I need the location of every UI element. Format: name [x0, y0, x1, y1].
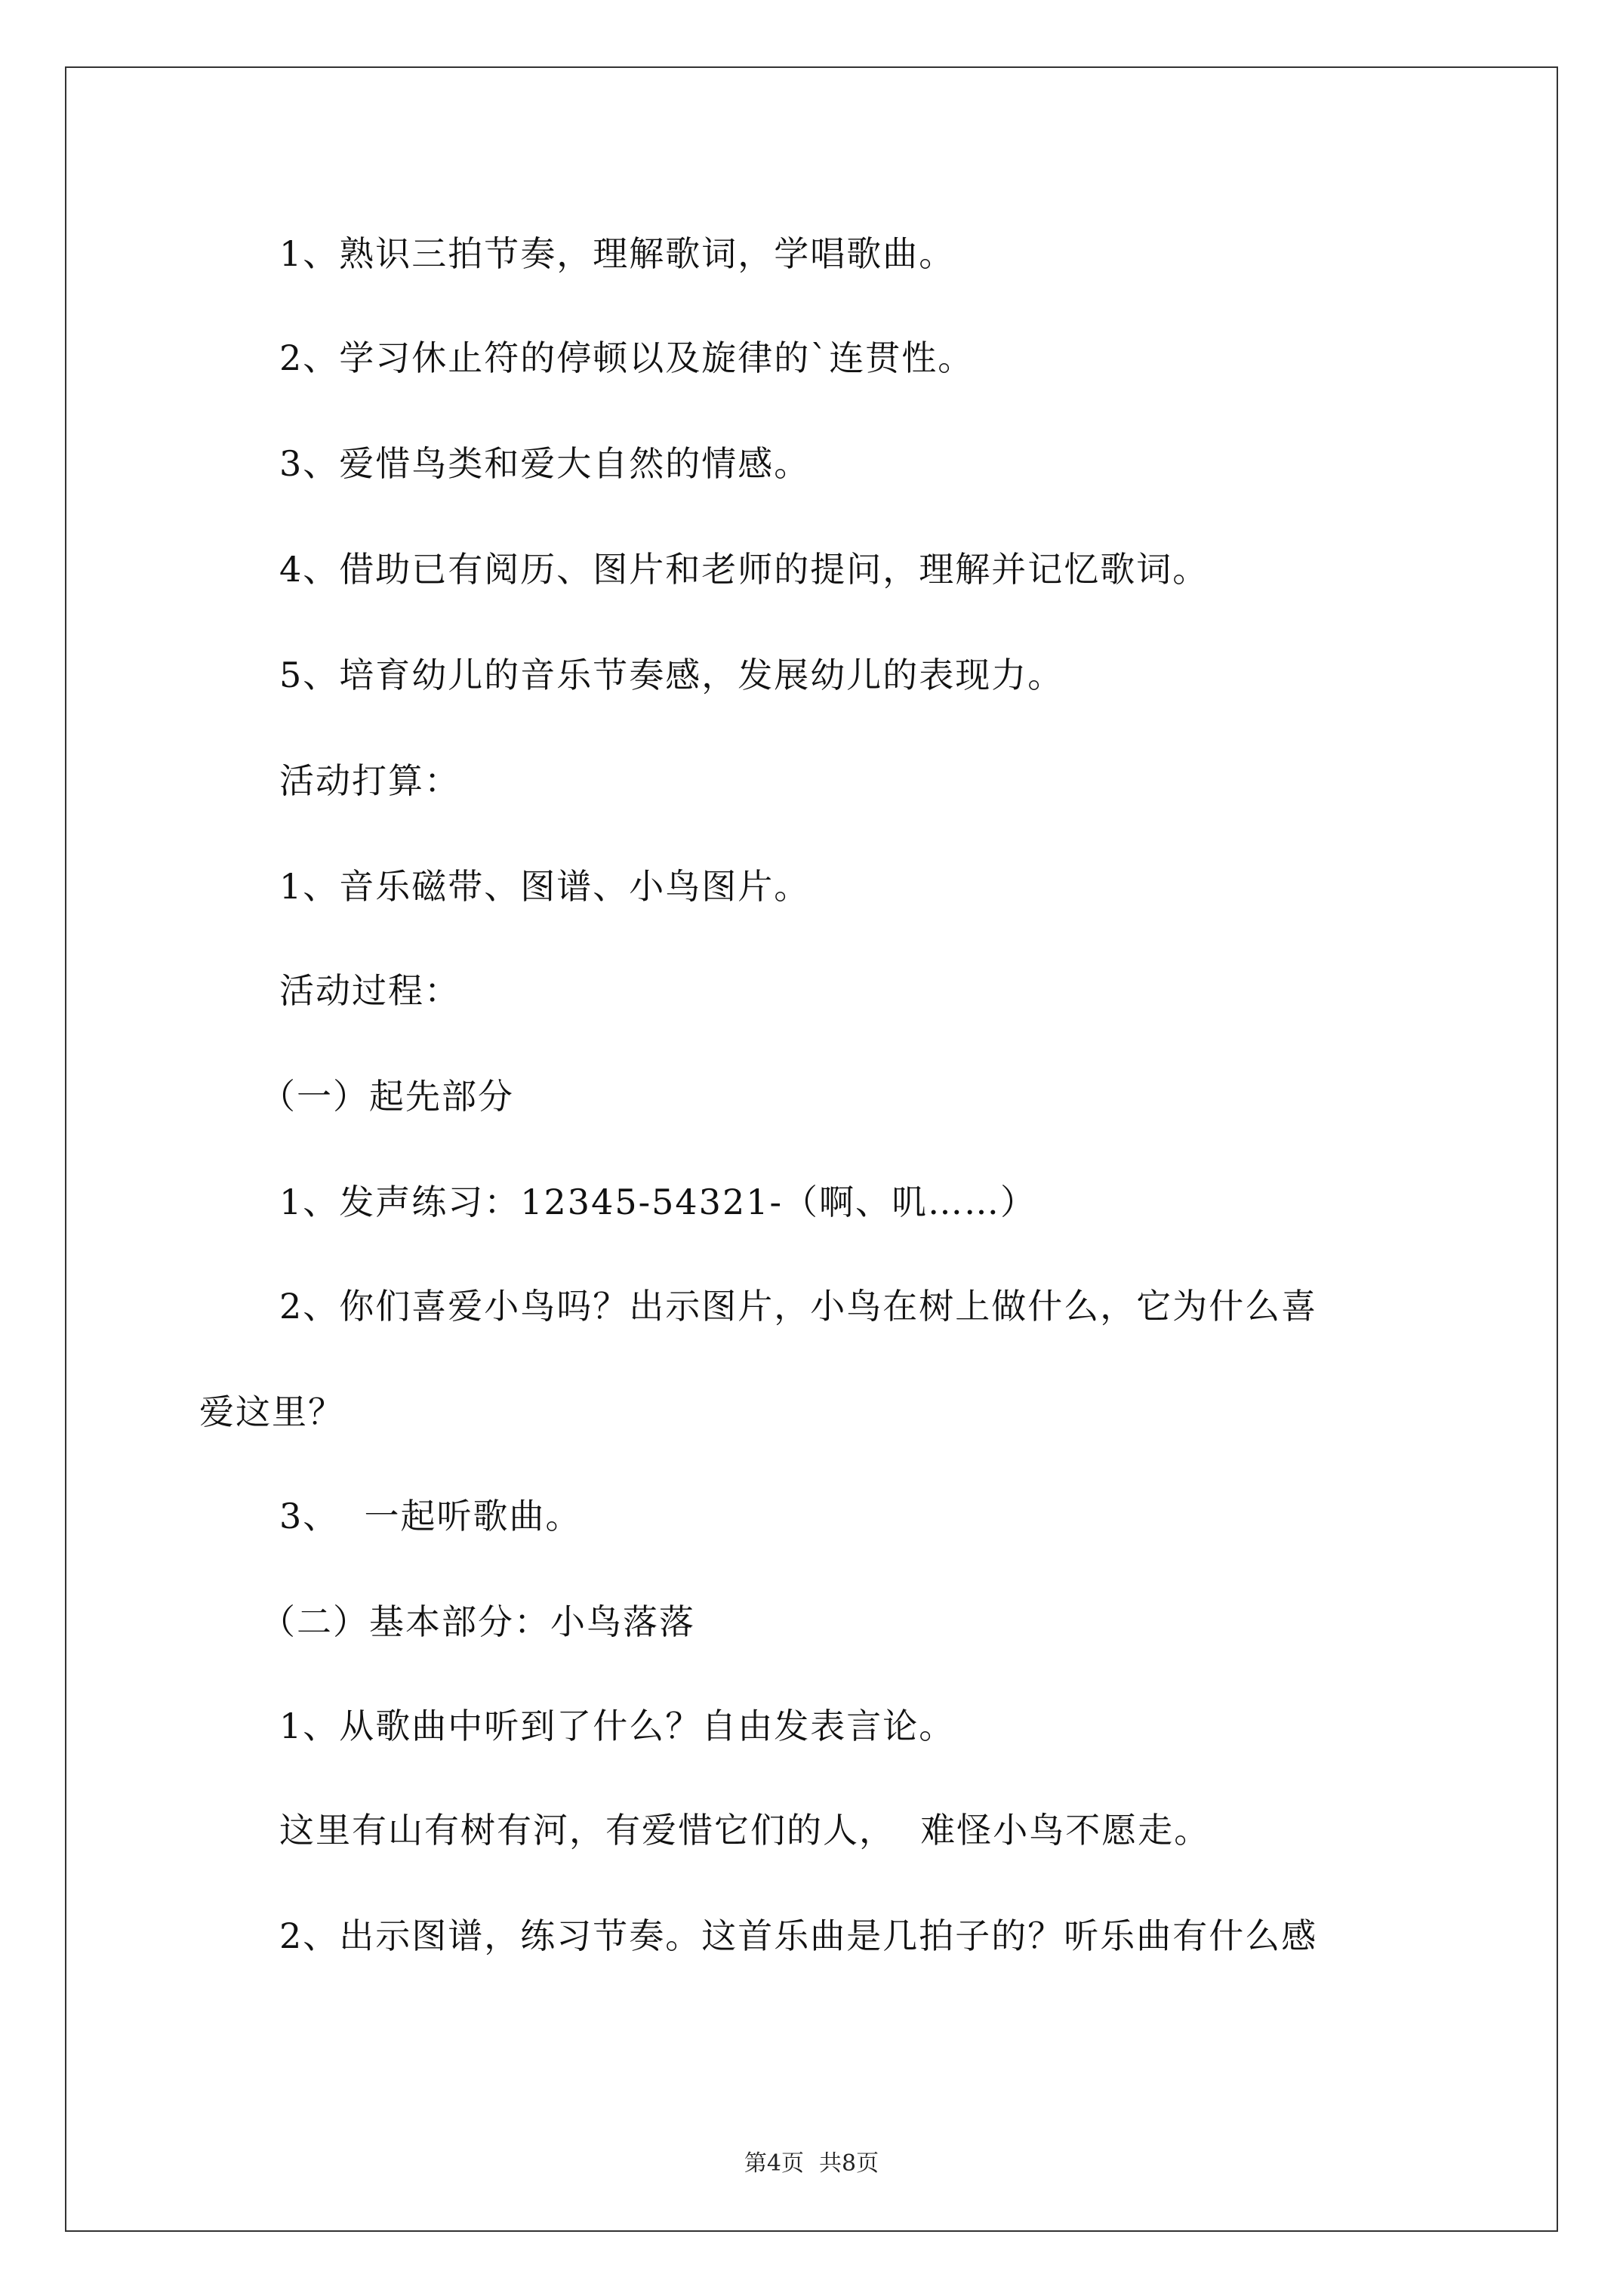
process-item-1: 1、发声练习：12345-54321-（啊、叽……） [279, 1182, 1037, 1222]
objective-1: 1、熟识三拍节奏，理解歌词，学唱歌曲。 [279, 233, 956, 274]
process-item-3: 3、 一起听歌曲。 [279, 1496, 582, 1536]
page-number-current: 第4页 [744, 2150, 804, 2177]
basic-item-1: 1、从歌曲中听到了什么？自由发表言论。 [279, 1706, 956, 1746]
page-number-total: 共8页 [819, 2150, 879, 2177]
page-footer [0, 2150, 1623, 2177]
process-item-2-line-2: 爱这里？ [199, 1391, 344, 1432]
objective-4: 4、借助已有阅历、图片和老师的提问，理解并记忆歌词。 [279, 549, 1209, 590]
preparation-item-1: 1、音乐磁带、图谱、小鸟图片。 [279, 866, 811, 907]
basic-item-2: 2、出示图谱，练习节奏。这首乐曲是几拍子的？听乐曲有什么感 [279, 1915, 1318, 1956]
basic-item-1-detail: 这里有山有树有河，有爱惜它们的人， 难怪小鸟不愿走。 [279, 1810, 1211, 1851]
objective-2: 2、学习休止符的停顿以及旋律的`连贯性。 [279, 337, 975, 378]
subsection-heading-start: （一）起先部分 [260, 1076, 514, 1117]
subsection-heading-basic: （二）基本部分：小鸟落落 [260, 1601, 695, 1642]
process-item-2-line-1: 2、你们喜爱小鸟吗？出示图片，小鸟在树上做什么，它为什么喜 [279, 1286, 1318, 1327]
section-heading-preparation: 活动打算： [279, 760, 460, 801]
section-heading-process: 活动过程： [279, 970, 460, 1011]
objective-5: 5、培育幼儿的音乐节奏感，发展幼儿的表现力。 [279, 655, 1064, 695]
page-border [65, 66, 1558, 2232]
objective-3: 3、爱惜鸟类和爱大自然的情感。 [279, 443, 811, 484]
